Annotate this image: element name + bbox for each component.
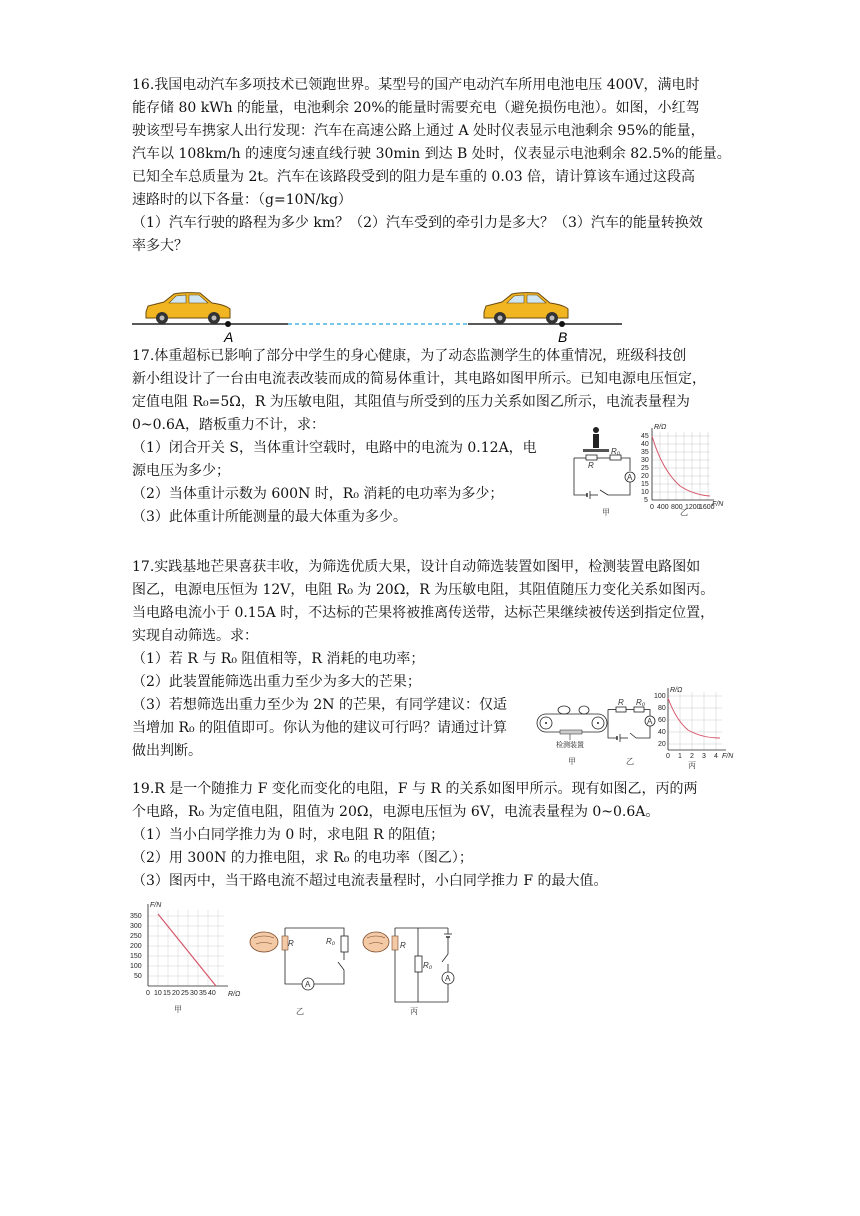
- svg-text:150: 150: [130, 953, 142, 960]
- svg-text:300: 300: [130, 923, 142, 930]
- svg-text:甲: 甲: [602, 508, 610, 517]
- svg-text:35: 35: [641, 449, 649, 456]
- series-circuit-figure: [244, 922, 360, 1016]
- svg-text:250: 250: [130, 933, 142, 940]
- resistor-r: [616, 707, 626, 712]
- svg-text:0: 0: [146, 990, 150, 997]
- svg-text:15: 15: [163, 990, 171, 997]
- svg-text:100: 100: [130, 963, 142, 970]
- text-line: （3）此体重计所能测量的最大体重为多少。: [132, 509, 407, 525]
- svg-text:15: 15: [641, 481, 649, 488]
- svg-text:乙: 乙: [296, 1007, 304, 1016]
- resistor-r: [586, 455, 597, 460]
- svg-text:20: 20: [172, 990, 180, 997]
- text-line: 能存储 80 kWh 的能量，电池剩余 20%的能量时需要充电（避免损伤电池）。如图，小红驾: [132, 100, 700, 116]
- car-icon: [146, 293, 230, 324]
- svg-text:25: 25: [641, 465, 649, 472]
- svg-text:400: 400: [657, 504, 669, 511]
- svg-text:F/N: F/N: [722, 753, 734, 760]
- text-line: （2）此装置能筛选出重力至少为多大的芒果；: [132, 674, 421, 690]
- text-line: 驶该型号车携家人出行发现：汽车在高速公路上通过 A 处时仪表显示电池剩余 95%的能量，: [132, 123, 705, 139]
- svg-text:R/Ω: R/Ω: [654, 424, 667, 431]
- conveyor-belt: [537, 714, 607, 732]
- mango-icon: [579, 706, 589, 714]
- text-line: 16.我国电动汽车多项技术已领跑世界。某型号的国产电动汽车所用电池电压 400V，满电时: [132, 77, 700, 93]
- svg-text:A: A: [647, 717, 653, 726]
- svg-text:2: 2: [690, 753, 694, 760]
- svg-text:80: 80: [658, 705, 666, 712]
- text-line: 0~0.6A，踏板重力不计，求：: [132, 417, 326, 433]
- fist-icon: [250, 932, 278, 952]
- text-line: 定值电阻 R₀=5Ω，R 为压敏电阻，其阻值与所受到的压力关系如图乙所示，电流表量程为: [132, 394, 690, 410]
- text-line: （2）当体重计示数为 600N 时，R₀ 消耗的电功率为多少；: [132, 486, 504, 502]
- person-icon: [593, 427, 599, 433]
- svg-text:R/Ω: R/Ω: [228, 991, 241, 998]
- curve-line: [652, 436, 710, 496]
- text-line: 图乙，电源电压恒为 12V，电阻 R₀ 为 20Ω，R 为压敏电阻，其阻值随压力变化关系如图丙。: [132, 582, 715, 598]
- svg-text:3: 3: [702, 753, 706, 760]
- svg-text:0: 0: [650, 504, 654, 511]
- svg-text:60: 60: [658, 717, 666, 724]
- text-line: 速路时的以下各量：（g=10N/kg）: [132, 192, 352, 208]
- svg-text:100: 100: [654, 693, 666, 700]
- text-line: 做出判断。: [132, 743, 202, 759]
- text-line: 当增加 R₀ 的阻值即可。你认为他的建议可行吗？请通过计算: [132, 720, 508, 736]
- svg-text:R: R: [400, 941, 406, 950]
- text-line: 当电路电流小于 0.15A 时，不达标的芒果将被推离传送带，达标芒果继续被传送到指定位置，: [132, 605, 715, 621]
- text-line: （2）用 300N 的力推电阻，求 R₀ 的电功率（图乙）；: [132, 850, 473, 866]
- svg-text:30: 30: [190, 990, 198, 997]
- text-line: 17.体重超标已影响了部分中学生的身心健康，为了动态监测学生的体重情况，班级科技创: [132, 348, 687, 364]
- svg-text:R/Ω: R/Ω: [670, 687, 683, 694]
- question-16-text: [132, 74, 732, 258]
- svg-text:45: 45: [641, 433, 649, 440]
- svg-text:20: 20: [641, 473, 649, 480]
- svg-text:F/N: F/N: [712, 501, 724, 508]
- svg-text:1600: 1600: [699, 504, 715, 511]
- highway-figure: [128, 282, 628, 344]
- switch-icon: [338, 962, 344, 970]
- text-line: 新小组设计了一台由电流表改装而成的简易体重计，其电路如图甲所示。已知电源电压恒定，: [132, 371, 706, 387]
- text-line: 19.R 是一个随推力 F 变化而变化的电阻，F 与 R 的关系如图甲所示。现有如图乙，丙的两: [132, 781, 698, 797]
- resistor-r0: [341, 936, 348, 952]
- question-17b-text: [132, 556, 732, 694]
- text-line: 率多大？: [132, 238, 188, 254]
- push-plate: [392, 936, 398, 950]
- svg-text:丙: 丙: [410, 1007, 418, 1016]
- point-b-marker: [559, 321, 565, 327]
- svg-text:4: 4: [714, 753, 718, 760]
- text-line: 汽车以 108km/h 的速度匀速直线行驶 30min 到达 B 处时，仪表显示电池剩余 82.5%的能量。: [132, 146, 731, 162]
- svg-text:0: 0: [666, 753, 670, 760]
- text-line: （3）若想筛选出重力至少为 2N 的芒果，有同学建议：仅适: [132, 697, 507, 713]
- parallel-circuit-figure: [360, 922, 470, 1016]
- text-line: （1）若 R 与 R₀ 阻值相等，R 消耗的电功率；: [132, 651, 425, 667]
- svg-text:F/N: F/N: [150, 902, 162, 909]
- svg-text:40: 40: [641, 441, 649, 448]
- mango-resistance-graph: [652, 686, 732, 770]
- svg-text:10: 10: [154, 990, 162, 997]
- svg-text:A: A: [305, 980, 311, 989]
- svg-text:40: 40: [658, 729, 666, 736]
- label-a: A: [224, 329, 234, 345]
- question-17a-subquestions: [132, 437, 562, 529]
- svg-text:R: R: [618, 698, 624, 707]
- svg-text:350: 350: [130, 913, 142, 920]
- svg-text:R₀: R₀: [636, 698, 646, 707]
- point-a-marker: [225, 321, 231, 327]
- svg-text:A: A: [445, 974, 451, 983]
- svg-text:R₀: R₀: [326, 937, 336, 946]
- svg-text:乙: 乙: [680, 508, 688, 517]
- text-line: （1）闭合开关 S，当体重计空载时，电路中的电流为 0.12A，电: [132, 440, 537, 456]
- car-icon: [484, 293, 568, 324]
- svg-text:R: R: [588, 461, 594, 470]
- svg-text:25: 25: [181, 990, 189, 997]
- svg-text:A: A: [627, 473, 633, 482]
- svg-text:30: 30: [641, 457, 649, 464]
- text-line: 已知全车总质量为 2t。汽车在该路段受到的阻力是车重的 0.03 倍，请计算该车通过这段高: [132, 169, 696, 185]
- conveyor-figure: [534, 700, 610, 766]
- fist-icon: [363, 932, 389, 952]
- svg-text:800: 800: [671, 504, 683, 511]
- force-resistance-graph: [128, 898, 248, 1016]
- switch-icon: [600, 490, 608, 495]
- svg-text:5: 5: [644, 497, 648, 504]
- svg-text:20: 20: [658, 741, 666, 748]
- svg-text:R₀: R₀: [423, 961, 433, 970]
- scale-circuit-figure: [568, 425, 646, 517]
- svg-text:甲: 甲: [174, 1005, 182, 1014]
- svg-text:乙: 乙: [626, 757, 634, 766]
- svg-text:甲: 甲: [568, 757, 576, 766]
- svg-text:50: 50: [134, 973, 142, 980]
- text-line: （1）当小白同学推力为 0 时，求电阻 R 的阻值；: [132, 827, 445, 843]
- text-line: 个电路，R₀ 为定值电阻，阻值为 20Ω，电源电压恒为 6V，电流表量程为 0~0.6A。: [132, 804, 660, 820]
- text-line: （1）汽车行驶的路程为多少 km？（2）汽车受到的牵引力是多大？（3）汽车的能量转换效: [132, 215, 703, 231]
- resistance-force-graph: [640, 422, 730, 516]
- mango-icon: [558, 706, 570, 714]
- svg-text:丙: 丙: [688, 761, 696, 770]
- text-line: （3）图丙中，当干路电流不超过电流表量程时，小白同学推力 F 的最大值。: [132, 873, 608, 889]
- switch-icon: [442, 954, 448, 962]
- svg-text:200: 200: [130, 943, 142, 950]
- label-b: B: [558, 329, 568, 345]
- text-line: 源电压为多少；: [132, 463, 230, 479]
- question-17b-subquestions: [132, 694, 528, 763]
- svg-text:1200: 1200: [685, 504, 701, 511]
- svg-text:10: 10: [641, 489, 649, 496]
- svg-text:检测装置: 检测装置: [556, 742, 584, 749]
- svg-text:40: 40: [208, 990, 216, 997]
- resistor-r0: [634, 707, 644, 712]
- line-series: [158, 914, 216, 986]
- svg-text:35: 35: [199, 990, 207, 997]
- text-line: 实现自动筛选。求：: [132, 628, 258, 644]
- text-line: 17.实践基地芒果喜获丰收，为筛选优质大果，设计自动筛选装置如图甲，检测装置电路图如: [132, 559, 701, 575]
- svg-text:R₀: R₀: [611, 447, 621, 456]
- question-19-text: [132, 778, 732, 893]
- svg-text:1: 1: [678, 753, 682, 760]
- svg-text:R: R: [288, 939, 294, 948]
- switch-icon: [630, 733, 636, 738]
- resistor-r0: [415, 956, 422, 972]
- pedal-board: [583, 449, 609, 452]
